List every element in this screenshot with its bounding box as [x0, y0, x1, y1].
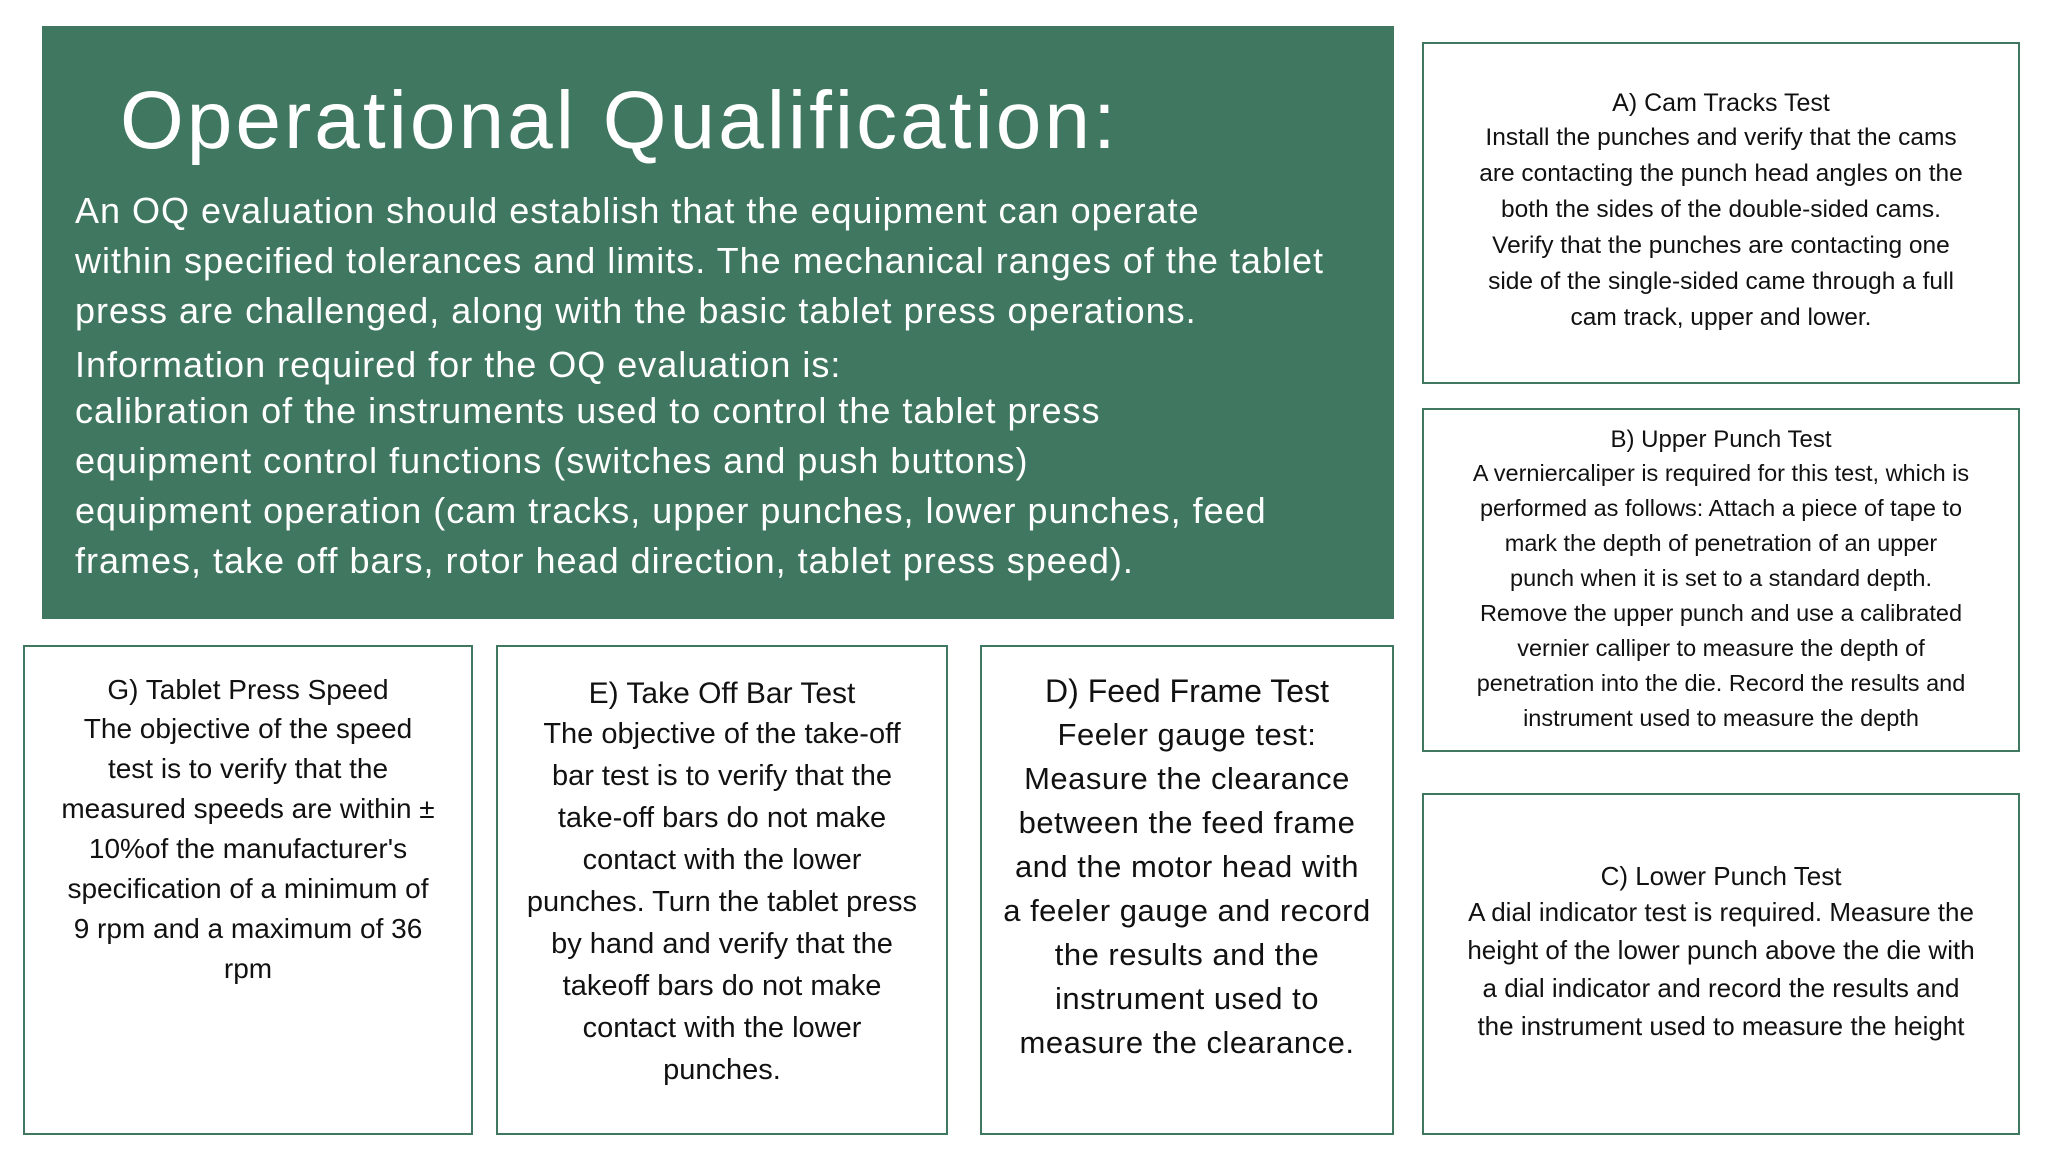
card-line: specification of a minimum of [67, 873, 429, 904]
card-line: Measure the clearance [1024, 761, 1350, 796]
card-line: measure the clearance. [1019, 1025, 1355, 1060]
card-line: instrument used to measure the depth [1523, 705, 1919, 731]
card-line: mark the depth of penetration of an upper [1504, 530, 1938, 556]
card-line: the results and the [1054, 937, 1320, 972]
intro-line: equipment operation (cam tracks, upper punches, lower punches, feed [75, 490, 1267, 531]
card-line: instrument used to [1054, 981, 1320, 1016]
card-title: B) Upper Punch Test [1610, 426, 1832, 453]
card-line: cam track, upper and lower. [1570, 304, 1872, 331]
intro-line: calibration of the instruments used to control the tablet press [75, 390, 1101, 431]
card-line: punches. Turn the tablet press [526, 886, 918, 918]
take-off-bar-test-card [496, 645, 948, 1135]
card-line: take-off bars do not make [557, 802, 887, 834]
card-line: 9 rpm and a maximum of 36 [73, 913, 423, 944]
card-line: takeoff bars do not make [562, 970, 882, 1002]
card-title: C) Lower Punch Test [1600, 861, 1842, 891]
card-title: D) Feed Frame Test [1045, 673, 1329, 709]
tablet-press-speed-card [23, 645, 473, 1135]
card-line: bar test is to verify that the [551, 760, 893, 792]
card-line: performed as follows: Attach a piece of tape to [1479, 495, 1963, 521]
feed-frame-test-card [980, 645, 1394, 1135]
card-title: A) Cam Tracks Test [1612, 89, 1830, 117]
card-line: vernier calliper to measure the depth of [1517, 635, 1925, 661]
upper-punch-test-card [1422, 408, 2020, 752]
intro-line: equipment control functions (switches and push buttons) [75, 440, 1029, 481]
oq-header-panel [42, 26, 1394, 619]
card-line: by hand and verify that the [551, 928, 893, 960]
card-line: both the sides of the double-sided cams. [1501, 196, 1941, 223]
intro-line: within specified tolerances and limits. The mechanical ranges of the tablet [75, 240, 1324, 281]
card-line: A verniercaliper is required for this test, which is [1472, 460, 1970, 486]
card-line: Verify that the punches are contacting one [1492, 232, 1950, 259]
card-line: between the feed frame [1018, 805, 1356, 840]
oq-intro-text [75, 186, 1385, 586]
card-line: A dial indicator test is required. Measure the [1468, 897, 1974, 927]
card-line: Install the punches and verify that the cams [1485, 124, 1957, 151]
intro-line: frames, take off bars, rotor head direction, tablet press speed). [75, 540, 1134, 581]
card-line: contact with the lower [582, 844, 862, 876]
intro-line: An OQ evaluation should establish that the equipment can operate [75, 190, 1200, 231]
card-line: 10%of the manufacturer's [88, 833, 408, 864]
cam-tracks-test-card [1422, 42, 2020, 384]
card-line: side of the single-sided came through a full [1488, 268, 1954, 295]
card-line: test is to verify that the [107, 753, 389, 784]
card-line: punches. [663, 1054, 781, 1086]
card-line: and the motor head with [1014, 849, 1360, 884]
card-line: punch when it is set to a standard depth. [1510, 565, 1932, 591]
card-line: height of the lower punch above the die with [1467, 935, 1975, 965]
card-line: a feeler gauge and record [1003, 893, 1371, 928]
card-line: Feeler gauge test: [1057, 717, 1317, 752]
intro-line: press are challenged, along with the basic tablet press operations. [75, 290, 1197, 331]
card-title: G) Tablet Press Speed [107, 674, 389, 705]
page-title: Operational Qualification: [120, 75, 1119, 166]
card-line: The objective of the take-off [543, 718, 901, 750]
card-line: Remove the upper punch and use a calibrated [1479, 600, 1963, 626]
card-line: a dial indicator and record the results and [1482, 973, 1960, 1003]
card-line: contact with the lower [582, 1012, 862, 1044]
card-line: are contacting the punch head angles on the [1479, 160, 1963, 187]
card-line: measured speeds are within ± [61, 793, 435, 824]
card-line: penetration into the die. Record the results and [1476, 670, 1966, 696]
card-line: the instrument used to measure the height [1477, 1011, 1965, 1041]
intro-line: Information required for the OQ evaluation is: [75, 344, 842, 385]
card-line: The objective of the speed [83, 713, 413, 744]
card-line: rpm [223, 953, 273, 984]
lower-punch-test-card [1422, 793, 2020, 1135]
card-title: E) Take Off Bar Test [588, 677, 856, 710]
